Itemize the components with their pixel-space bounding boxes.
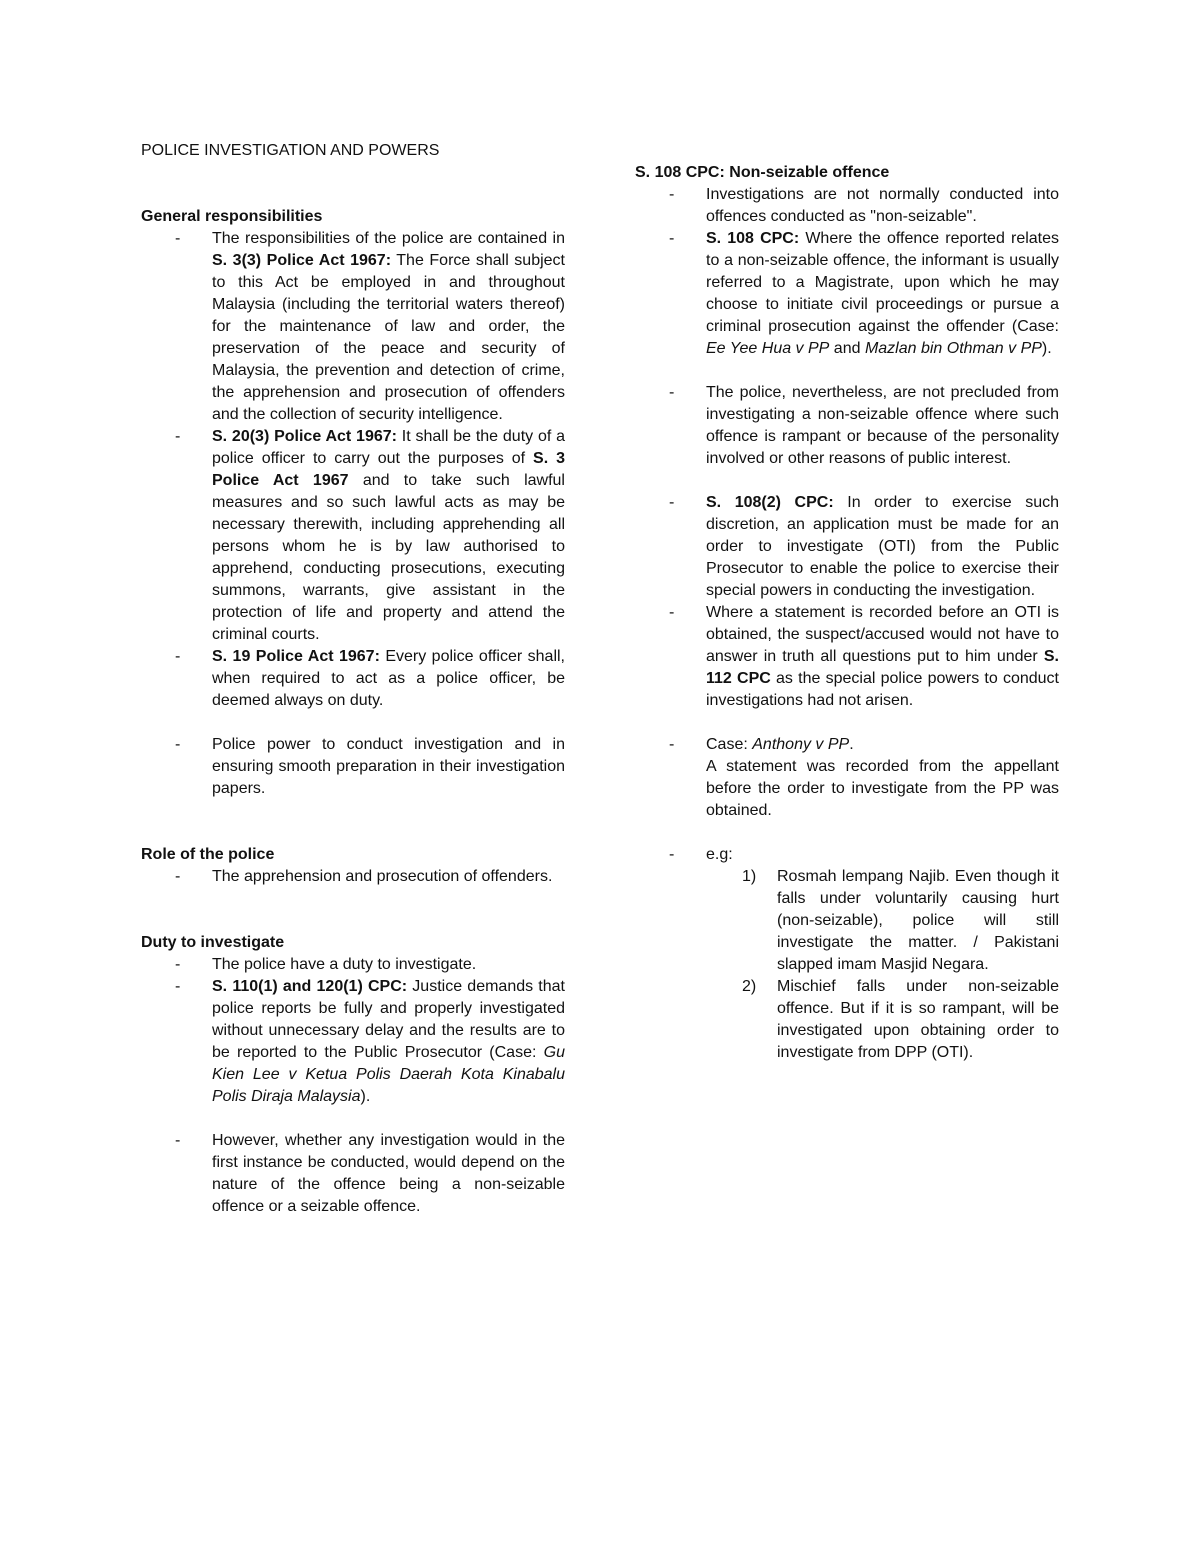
- statute-reference: S. 19 Police Act 1967:: [212, 648, 380, 665]
- duty-to-investigate-section: [141, 932, 565, 1218]
- example-item: [706, 866, 1059, 976]
- statute-reference: S. 110(1) and 120(1) CPC:: [212, 978, 408, 995]
- item-text: and: [829, 340, 865, 357]
- case-name: Anthony v PP: [752, 736, 850, 753]
- item-text: The police, nevertheless, are not precluded from investigating a non-seizable offence where such offence is rampant or because of the personality involved or other reasons of public interest.: [706, 384, 1059, 467]
- list-item: [635, 602, 1059, 712]
- item-text: and to take such lawful measures and so such lawful acts as may be necessary therewith, including apprehending all persons whom he is by law authorised to apprehend, conducting prosecutions, executing summons, warrants, give assistant in the protection of life and property and attend the criminal courts.: [212, 472, 565, 643]
- case-name: Gu Kien Lee v Ketua Polis Daerah Kota Kinabalu Polis Diraja Malaysia: [212, 1044, 565, 1105]
- item-text: ).: [1041, 340, 1052, 357]
- case-name: Mazlan bin Othman v PP: [864, 340, 1042, 357]
- statute-reference: S. 3 Police Act 1967: [212, 450, 565, 489]
- example-item: [706, 976, 1059, 1064]
- section-heading: S. 108 CPC: Non-seizable offence: [635, 164, 890, 181]
- list-item: [141, 426, 565, 646]
- page-title: POLICE INVESTIGATION AND POWERS: [141, 142, 440, 159]
- item-text: It shall be the duty of a police officer to carry out the purposes of: [212, 428, 566, 467]
- example-list: [706, 866, 1059, 1064]
- list-item: [635, 228, 1059, 360]
- item-text: ).: [360, 1088, 371, 1105]
- bullet-list: [141, 954, 565, 1218]
- item-text: Case:: [706, 736, 753, 753]
- list-item: [141, 228, 565, 426]
- example-number: 1): [742, 868, 757, 885]
- case-name: Ee Yee Hua v PP: [706, 340, 830, 357]
- case-summary: A statement was recorded from the appellant before the order to investigate from the PP was obtained.: [706, 758, 1059, 819]
- statute-reference: S. 20(3) Police Act 1967:: [212, 428, 397, 445]
- general-responsibilities-section: [141, 206, 565, 800]
- item-text: However, whether any investigation would in the first instance be conducted, would depend on the nature of the offence being a non-seizable offence or a seizable offence.: [212, 1132, 565, 1215]
- list-item: [141, 976, 565, 1108]
- statute-reference: S. 112 CPC: [706, 648, 1059, 687]
- list-item: [141, 646, 565, 712]
- item-text: as the special police powers to conduct investigations had not arisen.: [706, 670, 1059, 709]
- item-text: The police have a duty to investigate.: [212, 956, 477, 973]
- item-text: Every police officer shall, when required to act as a police officer, be deemed always on duty.: [212, 648, 565, 709]
- list-item: [635, 492, 1059, 602]
- statute-reference: S. 108 CPC:: [706, 230, 800, 247]
- example-number: 2): [742, 978, 757, 995]
- list-item: [141, 734, 565, 800]
- list-item: [635, 844, 1059, 1064]
- list-item: [635, 184, 1059, 228]
- list-item: [141, 1130, 565, 1218]
- section-heading: General responsibilities: [141, 208, 323, 225]
- example-text: Rosmah lempang Najib. Even though it falls under voluntarily causing hurt (non-seizable), police will still investigate the matter. / Pakistani slapped imam Masjid Negara.: [777, 868, 1059, 973]
- section-heading: Duty to investigate: [141, 934, 285, 951]
- item-text: Where a statement is recorded before an OTI is obtained, the suspect/accused would not have to answer in truth all questions put to him under: [706, 604, 1059, 665]
- item-text: Police power to conduct investigation and in ensuring smooth preparation in their investigation papers.: [212, 736, 565, 797]
- right-column: [635, 162, 1059, 1064]
- statute-reference: S. 108(2) CPC:: [706, 494, 834, 511]
- item-text: The Force shall subject to this Act be employed in and throughout Malaysia (including the territorial waters thereof) for the maintenance of law and order, the preservation of the peace and security of Malaysia, the prevention and detection of crime, the apprehension and prosecution of offenders and the collection of security intelligence.: [212, 252, 565, 423]
- list-item: [141, 954, 565, 976]
- example-label: e.g:: [706, 846, 733, 863]
- bullet-list: [635, 184, 1059, 1064]
- left-column: [141, 206, 565, 1262]
- bullet-list: [141, 228, 565, 800]
- bullet-list: [141, 866, 565, 888]
- item-text: The apprehension and prosecution of offenders.: [212, 868, 553, 885]
- item-text: Investigations are not normally conducted into offences conducted as "non-seizable".: [706, 186, 1059, 225]
- section-heading: Role of the police: [141, 846, 275, 863]
- item-text: Where the offence reported relates to a non-seizable offence, the informant is usually referred to a Magistrate, upon which he may choose to initiate civil proceedings or pursue a criminal prosecution against the offender (Case:: [706, 230, 1060, 335]
- statute-reference: S. 3(3) Police Act 1967:: [212, 252, 392, 269]
- item-text: The responsibilities of the police are contained in: [212, 230, 565, 247]
- item-text: In order to exercise such discretion, an application must be made for an order to investigate (OTI) from the Public Prosecutor to enable the police to exercise their special powers in conducting the investigation.: [706, 494, 1059, 599]
- list-item: [635, 734, 1059, 822]
- item-text: .: [849, 736, 854, 753]
- list-item: [141, 866, 565, 888]
- role-of-police-section: [141, 844, 565, 888]
- item-text: Justice demands that police reports be fully and properly investigated without unnecessary delay and the results are to be reported to the Public Prosecutor (Case:: [212, 978, 565, 1061]
- list-item: [635, 382, 1059, 470]
- example-text: Mischief falls under non-seizable offence. But if it is so rampant, will be investigated upon obtaining order to investigate from DPP (OTI).: [777, 978, 1059, 1061]
